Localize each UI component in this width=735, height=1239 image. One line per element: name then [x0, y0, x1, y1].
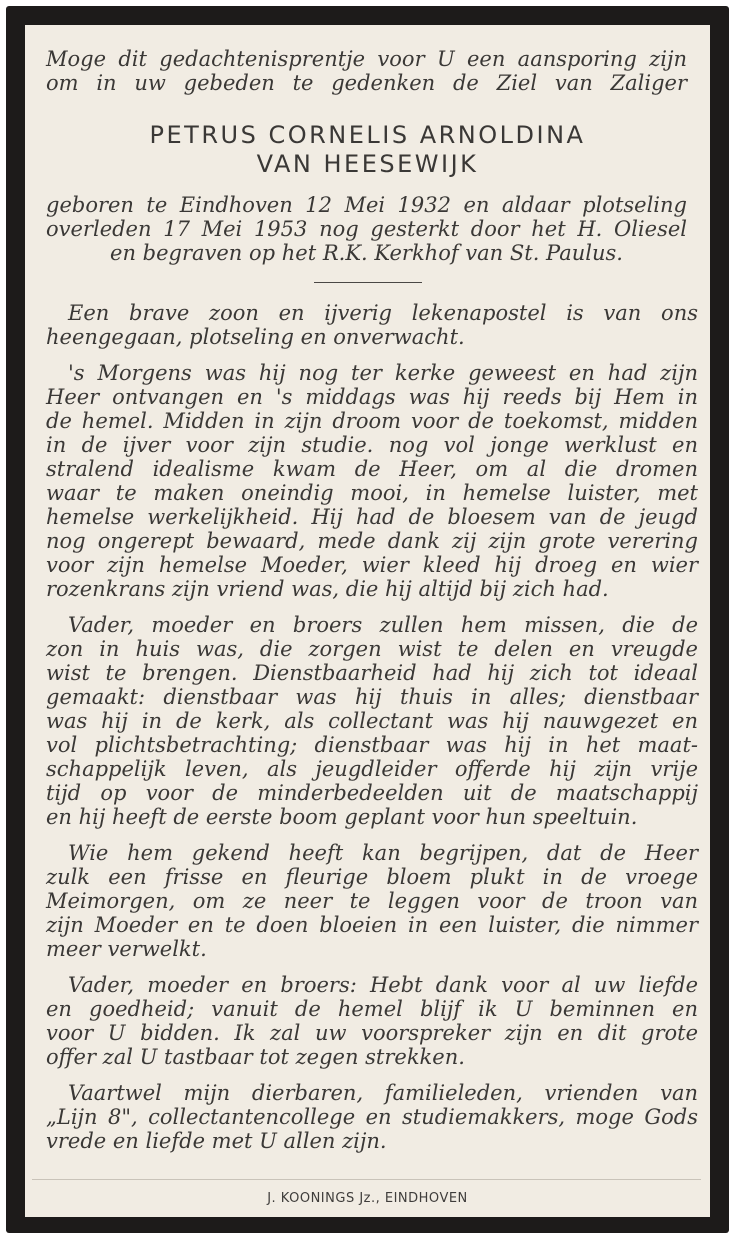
eulogy-paragraph [46, 361, 698, 601]
eulogy-line: rozenkrans zijn vriend was, die hij altijd bij zich had. [46, 577, 609, 601]
eulogy-line: in de ijver voor zijn studie. nog vol jonge werklust en [46, 433, 698, 457]
eulogy-line: voor U bidden. Ik zal uw voorspreker zijn en dit grote [46, 1021, 698, 1045]
eulogy-line: tijd op voor de minderbedeelden uit de maatschappij [46, 781, 698, 805]
eulogy-line: Een brave zoon en ijverig lekenapostel is van ons [68, 301, 698, 325]
eulogy-line: schappelijk leven, als jeugdleider offerde hij zijn vrije [46, 757, 698, 781]
eulogy-line: nog ongerept bewaard, mede dank zij zijn grote verering [46, 529, 698, 553]
printer-credit: J. KOONINGS Jz., EINDHOVEN [267, 1191, 468, 1206]
eulogy-paragraph [46, 301, 698, 349]
eulogy-line: gemaakt: dienstbaar was hij thuis in alles; dienstbaar [46, 685, 698, 709]
eulogy-paragraph [46, 973, 698, 1069]
eulogy-line: Vader, moeder en broers zullen hem missen, die de [68, 613, 698, 637]
details-line: en begraven op het R.K. Kerkhof van St. Paulus. [110, 241, 623, 265]
eulogy-line: vrede en liefde met U allen zijn. [46, 1129, 387, 1153]
eulogy-line: waar te maken oneindig mooi, in hemelse luister, met [46, 481, 698, 505]
eulogy-line: Meimorgen, om ze neer te leggen voor de troon van [46, 889, 698, 913]
eulogy-line: stralend idealisme kwam de Heer, om al die dromen [46, 457, 698, 481]
eulogy-line: heengegaan, plotseling en onverwacht. [46, 325, 465, 349]
eulogy-line: en hij heeft de eerste boom geplant voor hun speeltuin. [46, 805, 638, 829]
eulogy-line: de hemel. Midden in zijn droom voor de toekomst, midden [46, 409, 698, 433]
details-line: geboren te Eindhoven 12 Mei 1932 en aldaar plotseling [46, 193, 687, 217]
eulogy-paragraph [46, 613, 698, 829]
eulogy-line: vol plichtsbetrachting; dienstbaar was hij in het maat- [46, 733, 698, 757]
deceased-name-line-1: PETRUS CORNELIS ARNOLDINA [149, 121, 586, 149]
eulogy-line: en goedheid; vanuit de hemel blijf ik U beminnen en [46, 997, 698, 1021]
eulogy-paragraph [46, 1081, 698, 1153]
memorial-card [6, 6, 729, 1233]
eulogy-line: Vaartwel mijn dierbaren, familieleden, vrienden van [68, 1081, 698, 1105]
eulogy-text [46, 301, 698, 1165]
divider [314, 282, 422, 283]
eulogy-line: zon in huis was, die zorgen wist te delen en vreugde [46, 637, 698, 661]
intro-text [46, 47, 687, 95]
eulogy-line: was hij in de kerk, als collectant was hij nauwgezet en [46, 709, 698, 733]
eulogy-line: Wie hem gekend heeft kan begrijpen, dat de Heer [68, 841, 698, 865]
card-paper [25, 25, 710, 1217]
eulogy-line: zulk een frisse en fleurige bloem plukt in de vroege [46, 865, 698, 889]
intro-line: Moge dit gedachtenisprentje voor U een aansporing zijn [46, 47, 687, 71]
eulogy-paragraph [46, 841, 698, 961]
eulogy-line: offer zal U tastbaar tot zegen strekken. [46, 1045, 465, 1069]
eulogy-line: wist te brengen. Dienstbaarheid had hij zich tot ideaal [46, 661, 698, 685]
eulogy-line: „Lijn 8", collectantencollege en studiemakkers, moge Gods [46, 1105, 698, 1129]
deceased-name-line-2: VAN HEESEWIJK [256, 150, 479, 178]
eulogy-line: 's Morgens was hij nog ter kerke geweest en had zijn [68, 361, 698, 385]
eulogy-line: Vader, moeder en broers: Hebt dank voor al uw liefde [68, 973, 698, 997]
eulogy-line: meer verwelkt. [46, 937, 207, 961]
birth-death-details [46, 193, 687, 265]
details-line: overleden 17 Mei 1953 nog gesterkt door het H. Oliesel [46, 217, 687, 241]
eulogy-line: zijn Moeder en te doen bloeien in een luister, die nimmer [46, 913, 698, 937]
bottom-divider [32, 1179, 701, 1180]
intro-line: om in uw gebeden te gedenken de Ziel van Zaliger [46, 71, 687, 95]
eulogy-line: Heer ontvangen en 's middags was hij reeds bij Hem in [46, 385, 698, 409]
eulogy-line: voor zijn hemelse Moeder, wier kleed hij droeg en wier [46, 553, 698, 577]
eulogy-line: hemelse werkelijkheid. Hij had de bloesem van de jeugd [46, 505, 698, 529]
